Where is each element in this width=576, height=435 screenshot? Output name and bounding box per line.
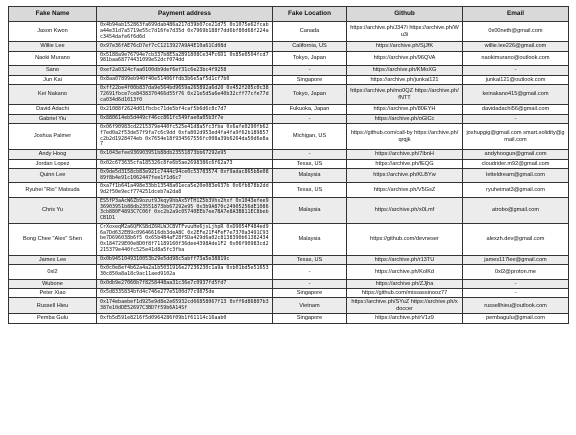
location-cell: Canada [273,22,347,42]
name-cell: Wubone [9,279,97,288]
email-cell: 0xl2@proton.me [463,265,569,280]
table-row [9,223,569,255]
table-row [9,66,569,75]
location-cell: - [273,150,347,159]
address-cell: 0xfb5d591e8216f5d0964286f09b1f61114c16aab0 [97,314,273,323]
github-cell: https://archive.ph/KLBYw [347,168,463,183]
github-cell: https://archive.ph/7lbnH [347,150,463,159]
email-cell: junkai121@outlook.com [463,75,569,84]
email-cell: ryuheimat3@gmail.com [463,183,569,198]
address-cell: 0xff22be4f00b837da9e564bd9659a265892a6d20 0x452f205c0c3872691fbce7ce8438370466d55f76 0x21e5d5a6e40b32cff77cfe77dca034d6d1013f0 [97,85,273,105]
email-cell: davidadachi56@gmail.com [463,105,569,114]
github-cell: https://archive.ph/80EYH [347,105,463,114]
github-cell: https://github.com/missassinooz77 [347,289,463,298]
name-cell: Andy Hoog [9,150,97,159]
name-cell: 0xl2 [9,265,97,280]
email-cell: joshupgig@gmail.com smart.solidity@gmail.com [463,124,569,150]
location-cell: - [273,265,347,280]
email-cell: andyhoogun@gmail.com [463,150,569,159]
address-cell: 0x8aa07899eb940f40e51406ffdb3b6e5af5d1cf7b0 [97,75,273,84]
name-cell: Peter Xiao [9,289,97,298]
location-cell: Tokyo, Japan [273,51,347,66]
location-cell: Singapore [273,289,347,298]
name-cell: Russell Hieu [9,298,97,314]
name-cell: James Lee [9,255,97,264]
email-cell: naokimurano@outlook.com [463,51,569,66]
table-row [9,114,569,123]
table-row [9,159,569,168]
table-row [9,289,569,298]
table-row [9,279,569,288]
email-cell: cloudrider.m92@gmail.com [463,159,569,168]
location-cell: - [273,66,347,75]
location-cell: Tokyo, Japan [273,85,347,105]
email-cell: - [463,66,569,75]
header-row [9,7,569,22]
email-cell: alexzh.dev@gmail.com [463,223,569,255]
location-cell: Vietnam [273,298,347,314]
table-row [9,298,569,314]
email-cell: willie.lee226@gmail.com [463,42,569,51]
github-cell: https://archive.ph/rV1z9 [347,314,463,323]
address-cell: 0x02c673635cfa185326c8fe6b5ae2698386c6f62a73 [97,159,273,168]
header-payment-address: Payment address [97,7,273,22]
name-cell: Sano [9,66,97,75]
location-cell: California, US [273,42,347,51]
address-cell: 0x880614eb5d449cf46cc861fc549fae0a05b3f7e [97,114,273,123]
address-cell: 0x174ebaebef1d925e9d8e2e65932cd66858067f13 0xff6d86807b3387e10dDE52697C3BD7f59b6A14Sf [97,298,273,314]
address-cell: 0x0c0e8ef4b62a4a2a1b5031916e27236230c1a9a 0xb01bd5e5165330c850a8a18c9ac11aed9102a [97,265,273,280]
email-cell: 0x00neth@gmail.com [463,22,569,42]
github-cell: https://github.com/call-by https://archive.ph/qrqjk [347,124,463,150]
developer-table [8,6,569,324]
name-cell: Joshua Palmer [9,124,97,150]
name-cell: Bong Chee "Alex" Shen [9,223,97,255]
github-cell: https://archive.ph/x0Lmf [347,197,463,223]
github-cell: https://github.com/devneser [347,223,463,255]
location-cell: - [273,114,347,123]
name-cell: Pemba Gulu [9,314,97,323]
github-cell: https://archive.ph/V5GsZ [347,183,463,198]
table-row [9,265,569,280]
github-cell: https://archive.ph/junkai121 [347,75,463,84]
github-cell: https://archive.ph/fEQG [347,159,463,168]
table-row [9,255,569,264]
address-cell: 0x0b9451049310053b29e5dd98c5abff73a5e38819c [97,255,273,264]
location-cell: - [273,279,347,288]
table-row [9,51,569,66]
location-cell: Malaysia [273,168,347,183]
address-cell: 0x97e36fAE76cD7ef7cC1213927A9A4E10a61Cd08d [97,42,273,51]
location-cell: Michigan, US [273,124,347,150]
name-cell: Naoki Murano [9,51,97,66]
table-row [9,75,569,84]
address-cell: 0x4b94ab152863fa699dab486a217d39b07ce21d75 0x1075e62fcaba44e31d7a5719e55c7d16fe7d35d 0x7969b188f7dd6bf80d68f224ac3454dafe6f6d6d [97,22,273,42]
location-cell: Malaysia [273,197,347,223]
name-cell: Kei Nakano [9,85,97,105]
address-cell: 0x9de5d3158cb83e921c7444c94ce0c53783574 0xf9adac865b8e0889f8b4e91c1062447fee1f1d6c7 [97,168,273,183]
address-cell: 0x5188a9e76794e7cb337b8E5a2B91808Ce34Fc6D1 0x85e0504fcd7981baa68774431099e52dcf074dd [97,51,273,66]
header-fake-location: Fake Location [273,7,347,22]
location-cell: Singapore [273,314,347,323]
table-row [9,22,569,42]
email-cell: letteldream@gmail.com [463,168,569,183]
table-row [9,314,569,323]
name-cell: Chris Yu [9,197,97,223]
address-cell: 0x1043efee936903951b88db23551873bb67292e95 [97,150,273,159]
header-github: Github [347,7,463,22]
location-cell: Fukuoka, Japan [273,105,347,114]
github-cell: https://archive.ph/r13TU [347,255,463,264]
github-cell: https://archive.ph/mo0QZ https://archive.ph/fNTT [347,85,463,105]
name-cell: Willie Lee [9,42,97,51]
email-cell: - [463,289,569,298]
name-cell: Gabriel Yiu [9,114,97,123]
name-cell: Jason Kwon [9,22,97,42]
table-row [9,105,569,114]
location-cell: Texas, US [273,255,347,264]
github-cell: https://archive.ph/KolKd [347,265,463,280]
name-cell: Ryuhei "Rio" Matsuda [9,183,97,198]
table-row [9,150,569,159]
address-cell: ES5fP3aAcW6Zb9ozut9Jkqy9hbAx5YTH1Z5b3Vhs2hsf 0x1043efee936903951b88db23551873bb67292e95 0x3b9A870c24905256dE10863cb880F4893C7C06f 0xc2b2a9c05740EEb7ee7BA7e8A3B811EC8bebCB1D1 [97,197,273,223]
table-row [9,42,569,51]
address-cell: 0x21088f2624d01fbcbc71de5bf4caf5b6d6c8c7d7 [97,105,273,114]
address-cell: 0x5d8335834bfd4c746e277e5100d77c9875de [97,289,273,298]
email-cell: - [463,279,569,288]
email-cell: - [463,114,569,123]
address-cell: CrXoxeqM2a6QFKSBdZ6RLWJCBVTFvuuHe6jsLjhpR 0xD9054F484ed96a7Dd632EB9c09646616db3deA8C 0x2EFe21F4FeF7e7370a3491C93be7D696038b6f5 0x65b4B4aF28f5Da429d6a02c8138390b61382434 0x184729E00e8D0f8f71189160f36dee4398Ade1F2 0x06f90983cd2215379e440fc525e41d8a5fc3fba [97,223,273,255]
email-cell: atrobo@gmail.com [463,197,569,223]
table-row [9,168,569,183]
github-cell: https://archive.ph/SjJfK [347,42,463,51]
name-cell: Jordan Lopez [9,159,97,168]
location-cell: Malaysia [273,223,347,255]
table-row [9,124,569,150]
address-cell: 0x0db9e27060b7f8258448aa31c36e7c0937fd5fd7 [97,279,273,288]
address-cell: 0xef2a0324cfaa0100db9def6ef31c6e23bc4f9258 [97,66,273,75]
address-cell: 0xa7f1b641a498e33bb13548a01eca5e20e083e637b 0x6fb878b2dd9d2f50e9ecf774251dceb7a2da8 [97,183,273,198]
name-cell: David Adachi [9,105,97,114]
header-email: Email [463,7,569,22]
github-cell: https://archive.ph/SYuZ https://archive.ph/xdoccer [347,298,463,314]
github-cell: https://archive.ph/J347i https://archive.ph/Wu3i [347,22,463,42]
address-cell: 0x06f90983cd2215379e440fc525e41d8a5fc3fba 0x6afe0290fb62f7ed0a2f53de57f9fa7c6c9dd 0xfa802d953ed4fa4fa9f62b189857c2b2d1928474eb 0x7654e18f934567556fc008a39b6264da50d6e8a7 [97,124,273,150]
location-cell: Texas, US [273,183,347,198]
github-cell: https://archive.ph/ZJjha [347,279,463,288]
location-cell: Singapore [273,75,347,84]
email-cell: pembagulu@gmail.com [463,314,569,323]
github-cell: https://archive.ph/KMoXG [347,66,463,75]
table-row [9,197,569,223]
email-cell: keinakano415@gmail.com [463,85,569,105]
github-cell: https://archive.ph/96QVA [347,51,463,66]
table-row [9,183,569,198]
name-cell: Jun Kai [9,75,97,84]
name-cell: Quinn Lee [9,168,97,183]
table-body [9,22,569,324]
table-row [9,85,569,105]
location-cell: Texas, US [273,159,347,168]
header-fake-name: Fake Name [9,7,97,22]
github-cell: https://archive.ph/oGlCc [347,114,463,123]
email-cell: james117lee@gmail.com [463,255,569,264]
email-cell: russellhieu@outlook.com [463,298,569,314]
